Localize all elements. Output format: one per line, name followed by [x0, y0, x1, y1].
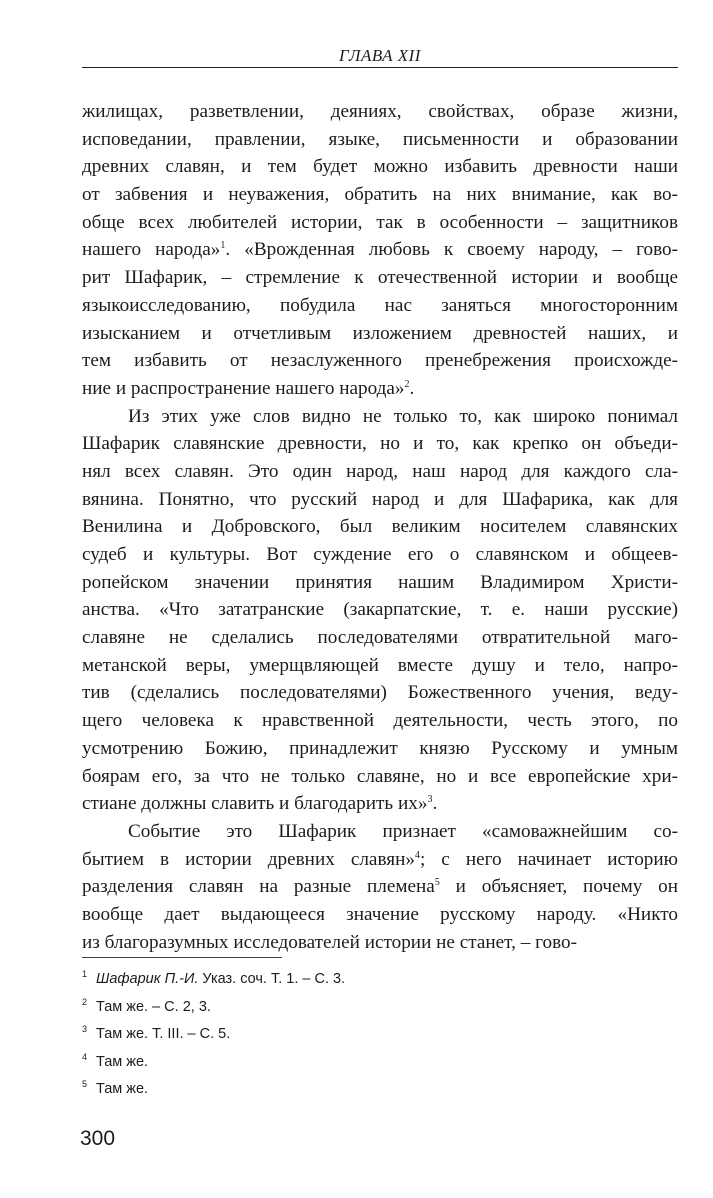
page-number: 300: [80, 1127, 116, 1150]
text-run: рит Шафарик, – стремление к отечественной истории и вообще: [82, 267, 678, 289]
text-run: Шафарик славянские древности, но и то, как крепко он объеди-: [82, 433, 678, 455]
text-line: [82, 320, 678, 348]
footnote-ref[interactable]: 3: [427, 794, 433, 806]
text-run: судеб и культуры. Вот суждение его о славянском и общеев-: [82, 544, 678, 565]
text-line: [82, 458, 678, 486]
text-line: [82, 596, 678, 624]
text-run: боярам его, за что не только славяне, но и все европейские хри-: [82, 765, 678, 787]
text-run: анства. «Что зататранские (закарпатские, т. е. наши русские): [82, 599, 678, 621]
text-line: [82, 292, 678, 320]
text-run: ; с него начинает историю: [419, 848, 678, 870]
footnote-text: Там же.: [96, 1053, 149, 1070]
text-line: [82, 430, 678, 458]
text-line: [82, 541, 678, 569]
text-run: Венилина и Добровского, был великим носителем славянских: [82, 516, 678, 538]
text-run: и объясняет, почему он: [439, 876, 678, 898]
text-line: [82, 126, 678, 154]
text-run: жилищах, разветвлении, деяниях, свойствах, образе жизни,: [82, 101, 678, 122]
text-line: [82, 652, 678, 680]
footnote: 4 Там же.: [82, 1051, 149, 1070]
text-line: [82, 486, 678, 514]
text-line: [82, 818, 678, 846]
text-line: [82, 735, 678, 763]
footnote-ref[interactable]: 5: [434, 877, 440, 889]
footnote: 1 Шафарик П.-И. Указ. соч. Т. 1. – С. 3.: [82, 969, 346, 987]
text-line: [82, 707, 678, 735]
text-run: .: [432, 793, 438, 815]
paragraph: [82, 403, 678, 818]
footnote-author: Шафарик П.-И.: [96, 971, 199, 987]
text-line: [82, 901, 678, 929]
text-line: [82, 846, 678, 874]
text-line: [82, 375, 678, 403]
running-head: ГЛАВА XII: [339, 46, 421, 65]
text-run: ние и распространение нашего народа»: [82, 377, 405, 399]
text-line: [82, 790, 678, 818]
footnote-text: Там же.: [96, 1081, 149, 1098]
text-run: вообще дает выдающееся значение русскому народу. «Никто: [82, 903, 678, 925]
text-run: метанской веры, умерщвляющей вместе душу и тело, напро-: [82, 654, 678, 676]
text-run: Из этих уже слов видно не только то, как широко понимал: [128, 405, 678, 427]
footnote-rule: [82, 957, 282, 958]
text-run: тив (сделались последователями) Божественного учения, веду-: [82, 682, 678, 704]
text-run: . «Врожденная любовь к своему народу, – гово-: [225, 239, 678, 261]
text-run: древних славян, и тем будет можно избавить древности наши: [82, 156, 678, 178]
text-run: обще всех любителей истории, так в особенности – защитников: [82, 211, 678, 233]
text-line: [82, 763, 678, 791]
text-run: разделения славян на разные племена: [82, 876, 435, 898]
text-run: изысканием и отчетливым изложением древностей наших, и: [82, 322, 678, 344]
footnote: 5 Там же.: [82, 1079, 149, 1098]
text-run: щего человека к нравственной деятельности, честь этого, по: [82, 710, 678, 732]
text-run: .: [409, 377, 415, 399]
footnote-ref[interactable]: 1: [220, 240, 226, 252]
text-run: исповедании, правлении, языке, письменности и образовании: [82, 128, 678, 150]
footnote-text: Там же. Т. III. – С. 5.: [96, 1026, 231, 1043]
text-run: усмотрению Божию, принадлежит князю Русскому и умным: [82, 737, 678, 759]
paragraph: [82, 98, 678, 403]
text-run: бытием в истории древних славян»: [82, 848, 415, 870]
body-text: [82, 98, 678, 956]
text-line: [82, 569, 678, 597]
text-line: [82, 264, 678, 292]
text-run: Событие это Шафарик признает «самоважнейшим со-: [128, 820, 678, 842]
text-run: тем избавить от незаслуженного пренебрежения происхожде-: [82, 350, 678, 372]
text-line: [82, 153, 678, 181]
text-run: славяне не сделались последователями отвратительной маго-: [82, 627, 678, 649]
text-line: [82, 873, 678, 901]
text-run: из благоразумных исследователей истории не станет, – гово-: [82, 931, 577, 953]
footnote-ref[interactable]: 4: [414, 849, 420, 861]
footnote-ref[interactable]: 2: [404, 378, 410, 390]
header-rule: [82, 67, 678, 68]
text-line: [82, 929, 678, 957]
text-line: [82, 403, 678, 431]
text-run: стиане должны славить и благодарить их»: [82, 793, 428, 815]
footnote-text: Указ. соч. Т. 1. – С. 3.: [198, 971, 346, 987]
text-run: от забвения и неуважения, обратить на них внимание, как во-: [82, 184, 678, 206]
text-line: [82, 209, 678, 237]
footnote: 2 Там же. – С. 2, 3.: [82, 996, 211, 1015]
text-run: ропейском значении принятия нашим Владимиром Христи-: [82, 571, 678, 593]
text-line: [82, 181, 678, 209]
text-line: [82, 98, 678, 126]
text-line: [82, 624, 678, 652]
text-run: языкоисследованию, побудила нас заняться многосторонним: [82, 294, 678, 316]
text-run: нашего народа»: [82, 239, 221, 261]
text-run: вянина. Понятно, что русский народ и для Шафарика, как для: [82, 488, 678, 510]
text-line: [82, 347, 678, 375]
text-line: [82, 513, 678, 541]
text-line: [82, 236, 678, 264]
text-run: нял всех славян. Это один народ, наш народ для каждого сла-: [82, 460, 678, 482]
footnote-text: Там же. – С. 2, 3.: [96, 998, 211, 1015]
footnotes: [82, 966, 345, 1104]
text-line: [82, 679, 678, 707]
paragraph: [82, 818, 678, 956]
footnote: 3 Там же. Т. III. – С. 5.: [82, 1024, 231, 1043]
